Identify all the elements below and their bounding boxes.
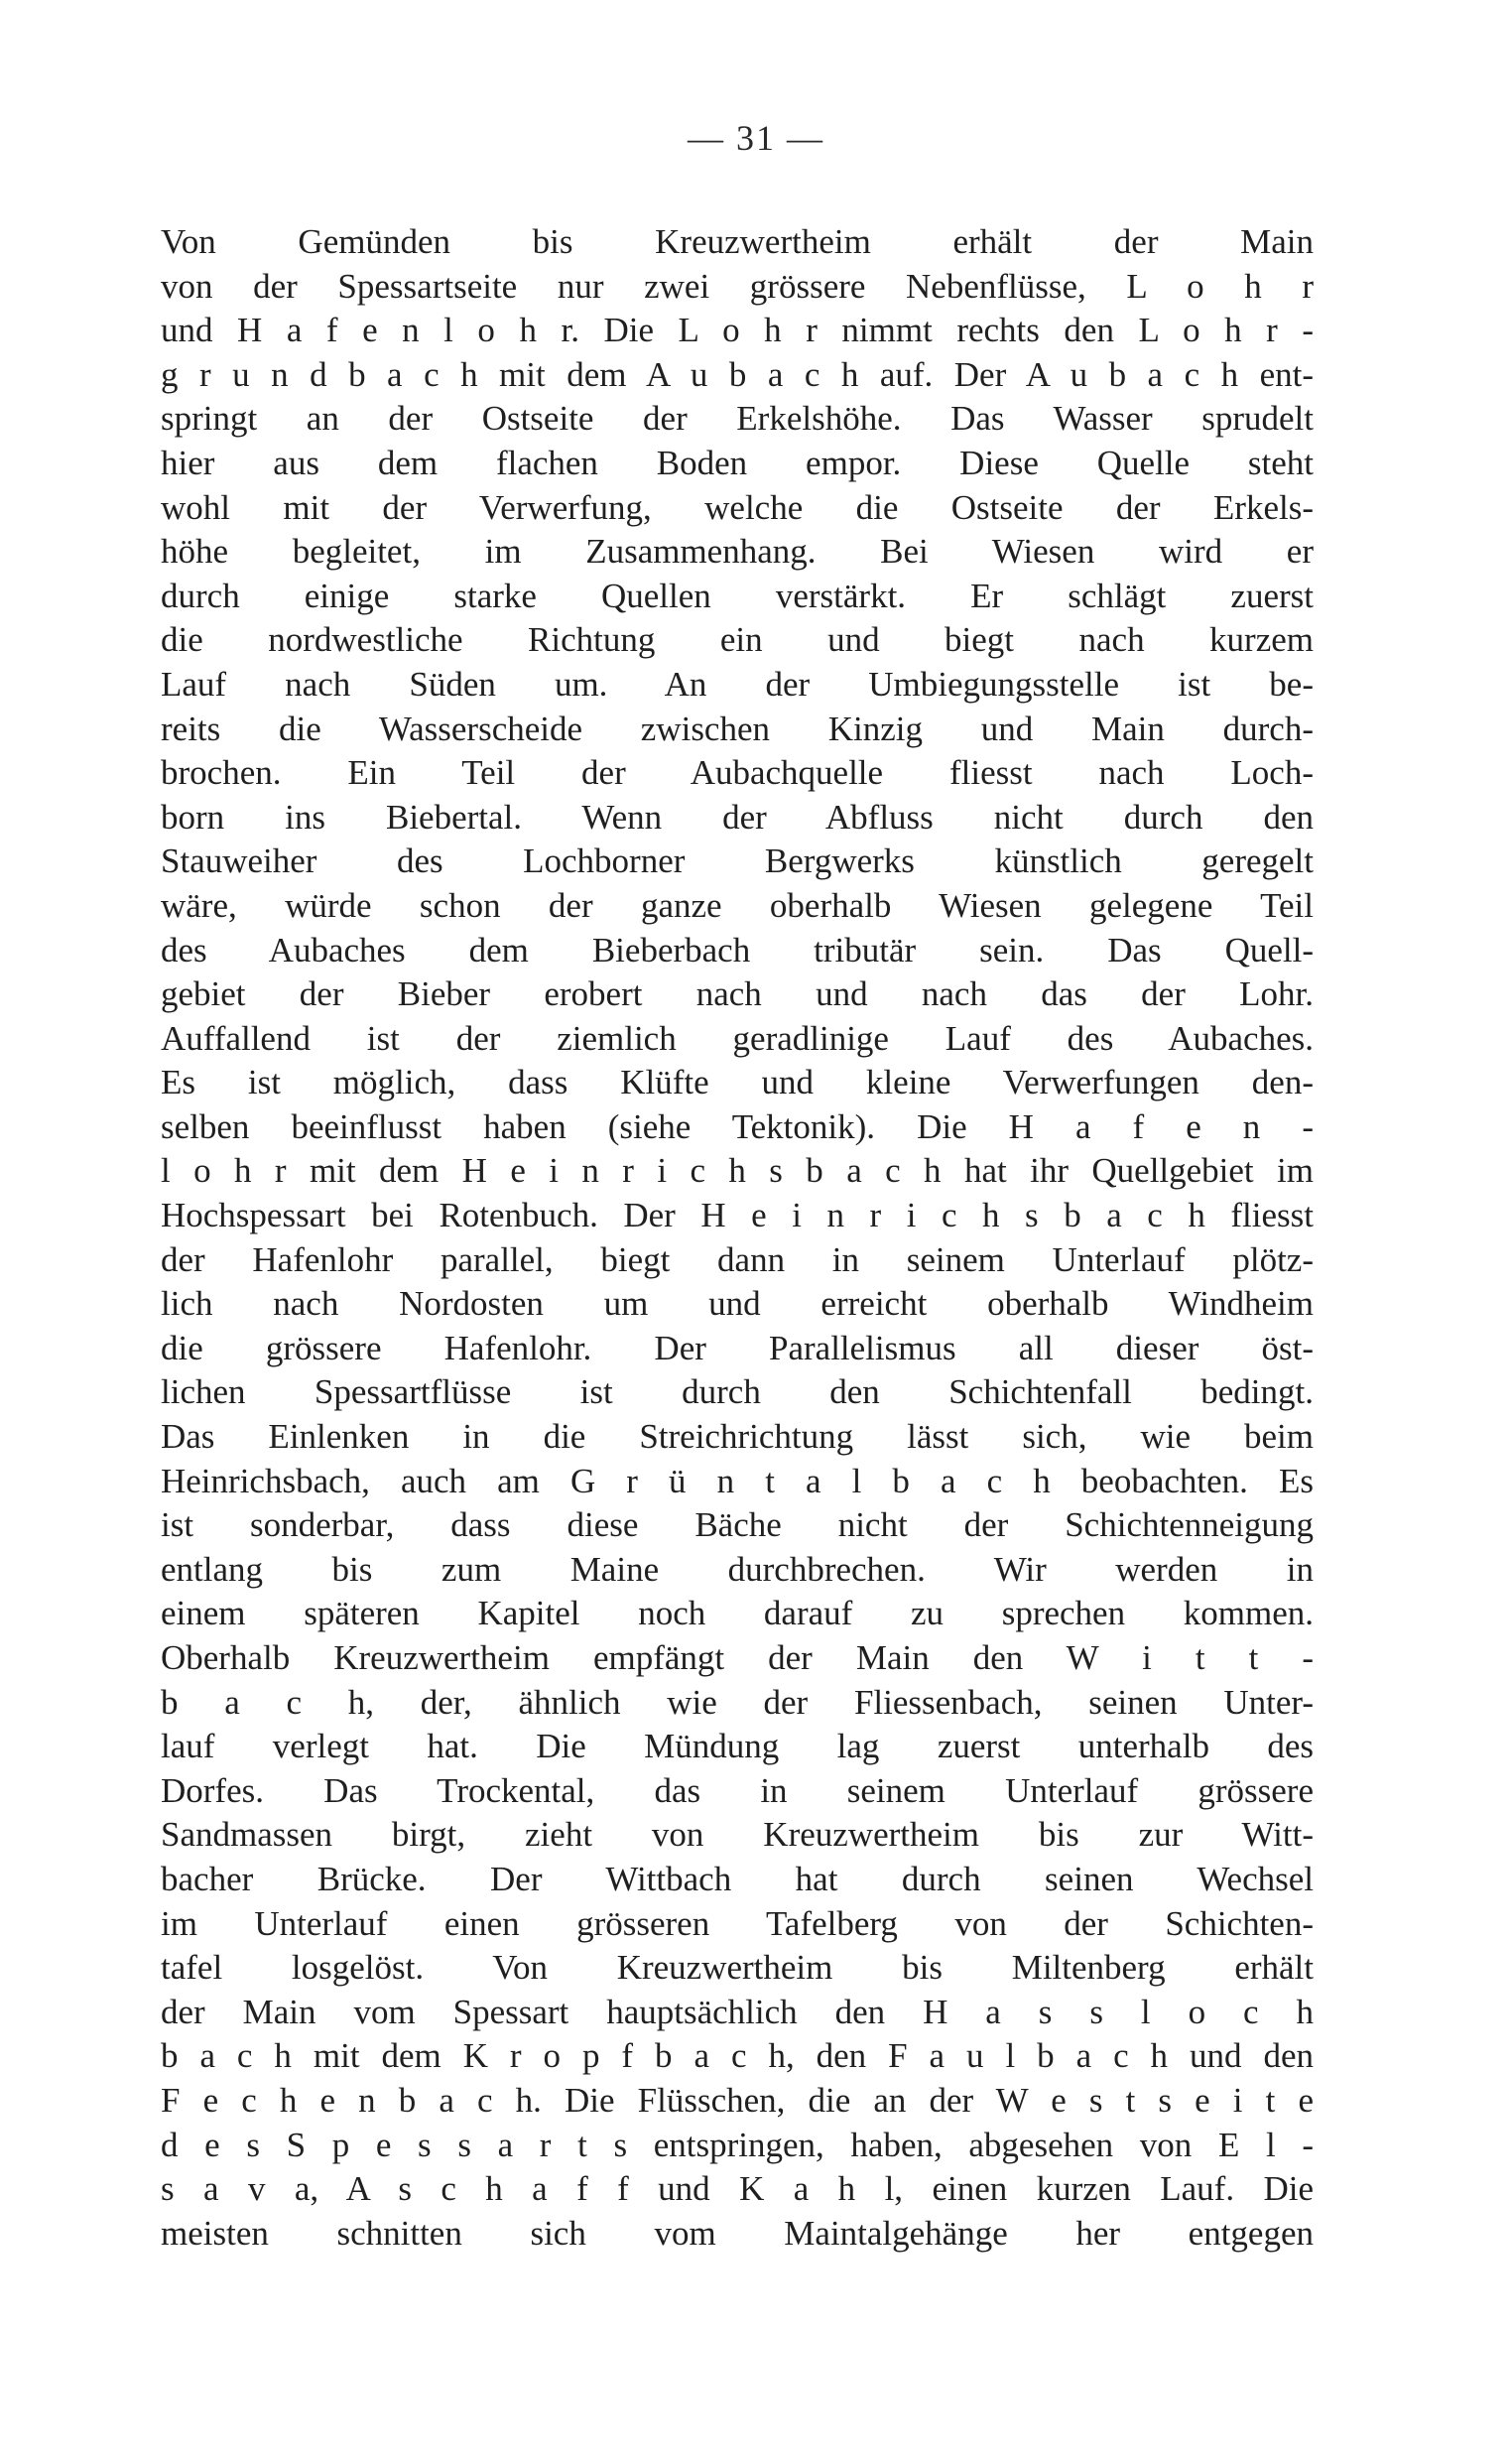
text-line: der Hafenlohr parallel, biegt dann in seinem Unterlauf plötz- xyxy=(161,1239,1314,1279)
text-line: born ins Biebertal. Wenn der Abfluss nicht durch den xyxy=(161,797,1314,837)
text-line: Auffallend ist der ziemlich geradlinige Lauf des Aubaches. xyxy=(161,1018,1314,1058)
text-line: F e c h e n b a c h. Die Flüsschen, die an der W e s t s e i t e xyxy=(161,2080,1314,2120)
text-line: hier aus dem flachen Boden empor. Diese Quelle steht xyxy=(161,443,1314,482)
text-line: g r u n d b a c h mit dem A u b a c h auf. Der A u b a c h ent- xyxy=(161,354,1314,394)
text-line: des Aubaches dem Bieberbach tributär sein. Das Quell- xyxy=(161,930,1314,970)
text-line: im Unterlauf einen grösseren Tafelberg von der Schichten- xyxy=(161,1903,1314,1943)
text-line: von der Spessartseite nur zwei grössere Nebenflüsse, L o h r xyxy=(161,266,1314,306)
text-line: Sandmassen birgt, zieht von Kreuzwertheim bis zur Witt- xyxy=(161,1815,1314,1855)
text-line: meisten schnitten sich vom Maintalgehänge her entgegen xyxy=(161,2213,1314,2253)
text-line: Lauf nach Süden um. An der Umbiegungsstelle ist be- xyxy=(161,664,1314,704)
text-line: Oberhalb Kreuzwertheim empfängt der Main den W i t t - xyxy=(161,1638,1314,1677)
text-line: die grössere Hafenlohr. Der Parallelismus all dieser öst- xyxy=(161,1328,1314,1367)
text-line: s a v a, A s c h a f f und K a h l, einen kurzen Lauf. Die xyxy=(161,2169,1314,2209)
text-line: wäre, würde schon der ganze oberhalb Wiesen gelegene Teil xyxy=(161,885,1314,925)
text-line: der Main vom Spessart hauptsächlich den H a s s l o c h xyxy=(161,1992,1314,2031)
text-line: Von Gemünden bis Kreuzwertheim erhält der Main xyxy=(161,222,1314,261)
text-line: lauf verlegt hat. Die Mündung lag zuerst unterhalb des xyxy=(161,1727,1314,1766)
text-line: b a c h, der, ähnlich wie der Fliessenbach, seinen Unter- xyxy=(161,1682,1314,1722)
text-line: ist sonderbar, dass diese Bäche nicht der Schichtenneigung xyxy=(161,1505,1314,1545)
text-line: Das Einlenken in die Streichrichtung lässt sich, wie beim xyxy=(161,1417,1314,1457)
text-line: gebiet der Bieber erobert nach und nach das der Lohr. xyxy=(161,974,1314,1014)
text-line: brochen. Ein Teil der Aubachquelle fliesst nach Loch- xyxy=(161,753,1314,793)
body-text xyxy=(161,220,1314,2256)
text-line: selben beeinflusst haben (siehe Tektonik). Die H a f e n - xyxy=(161,1106,1314,1146)
text-line: d e s S p e s s a r t s entspringen, haben, abgesehen von E l - xyxy=(161,2125,1314,2164)
text-line: und H a f e n l o h r. Die L o h r nimmt rechts den L o h r - xyxy=(161,311,1314,350)
text-line: durch einige starke Quellen verstärkt. Er schlägt zuerst xyxy=(161,576,1314,615)
text-line: reits die Wasserscheide zwischen Kinzig und Main durch- xyxy=(161,709,1314,748)
text-line: einem späteren Kapitel noch darauf zu sprechen kommen. xyxy=(161,1594,1314,1633)
text-line: Dorfes. Das Trockental, das in seinem Unterlauf grössere xyxy=(161,1770,1314,1810)
text-line: Stauweiher des Lochborner Bergwerks künstlich geregelt xyxy=(161,841,1314,881)
text-line: wohl mit der Verwerfung, welche die Ostseite der Erkels- xyxy=(161,487,1314,527)
text-line: tafel losgelöst. Von Kreuzwertheim bis Miltenberg erhält xyxy=(161,1948,1314,1988)
text-line: Heinrichsbach, auch am G r ü n t a l b a c h beobachten. Es xyxy=(161,1461,1314,1500)
text-line: höhe begleitet, im Zusammenhang. Bei Wiesen wird er xyxy=(161,532,1314,572)
text-line: lich nach Nordosten um und erreicht oberhalb Windheim xyxy=(161,1284,1314,1324)
text-line: springt an der Ostseite der Erkelshöhe. Das Wasser sprudelt xyxy=(161,399,1314,439)
text-line: l o h r mit dem H e i n r i c h s b a c h hat ihr Quellgebiet im xyxy=(161,1151,1314,1191)
page-number: — 31 — xyxy=(688,118,824,158)
text-line: die nordwestliche Richtung ein und biegt nach kurzem xyxy=(161,620,1314,660)
text-line: lichen Spessartflüsse ist durch den Schichtenfall bedingt. xyxy=(161,1372,1314,1412)
text-line: entlang bis zum Maine durchbrechen. Wir werden in xyxy=(161,1549,1314,1589)
text-line: bacher Brücke. Der Wittbach hat durch seinen Wechsel xyxy=(161,1859,1314,1898)
text-line: Es ist möglich, dass Klüfte und kleine Verwerfungen den- xyxy=(161,1063,1314,1102)
text-line: Hochspessart bei Rotenbuch. Der H e i n r i c h s b a c h fliesst xyxy=(161,1196,1314,1235)
text-line: b a c h mit dem K r o p f b a c h, den F a u l b a c h und den xyxy=(161,2036,1314,2076)
